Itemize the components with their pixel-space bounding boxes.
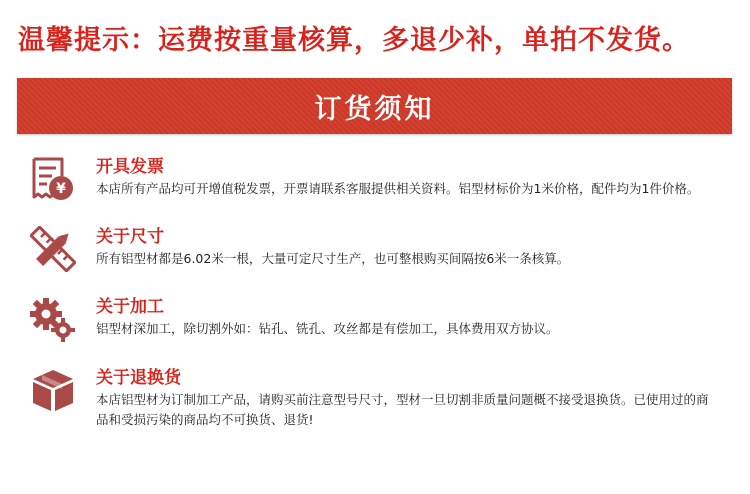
svg-text:¥: ¥ — [56, 181, 66, 197]
notice-text: 温馨提示：运费按重量核算，多退少补，单拍不发货。 — [18, 25, 690, 56]
box-icon — [30, 367, 76, 413]
item-desc: 所有铝型材都是6.02米一根，大量可定尺寸生产，也可整根购买间隔按6米一条核算。 — [96, 251, 570, 266]
item-title: 关于加工 — [96, 297, 164, 317]
banner-title: 订货须知 — [314, 93, 435, 125]
item-title: 关于退换货 — [96, 368, 181, 388]
item-title: 关于尺寸 — [96, 227, 164, 247]
item-title: 开具发票 — [96, 157, 164, 177]
invoice-yen-icon — [30, 156, 76, 202]
gears-icon — [30, 296, 76, 342]
item-desc: 本店铝型材为订制加工产品，请购买前注意型号尺寸，型材一旦切割非质量问题概不接受退换货。已使用过的商品和受损污染的商品均不可换货、退货! — [96, 392, 709, 427]
item-desc: 铝型材深加工，除切割外如：钻孔、铣孔、攻丝都是有偿加工，具体费用双方协议。 — [96, 321, 559, 336]
ruler-pencil-icon — [30, 226, 76, 272]
item-desc: 本店所有产品均可开增值税发票，开票请联系客服提供相关资料。铝型材标价为1米价格，配件均为1件价格。 — [96, 181, 700, 196]
title-banner — [17, 78, 732, 134]
